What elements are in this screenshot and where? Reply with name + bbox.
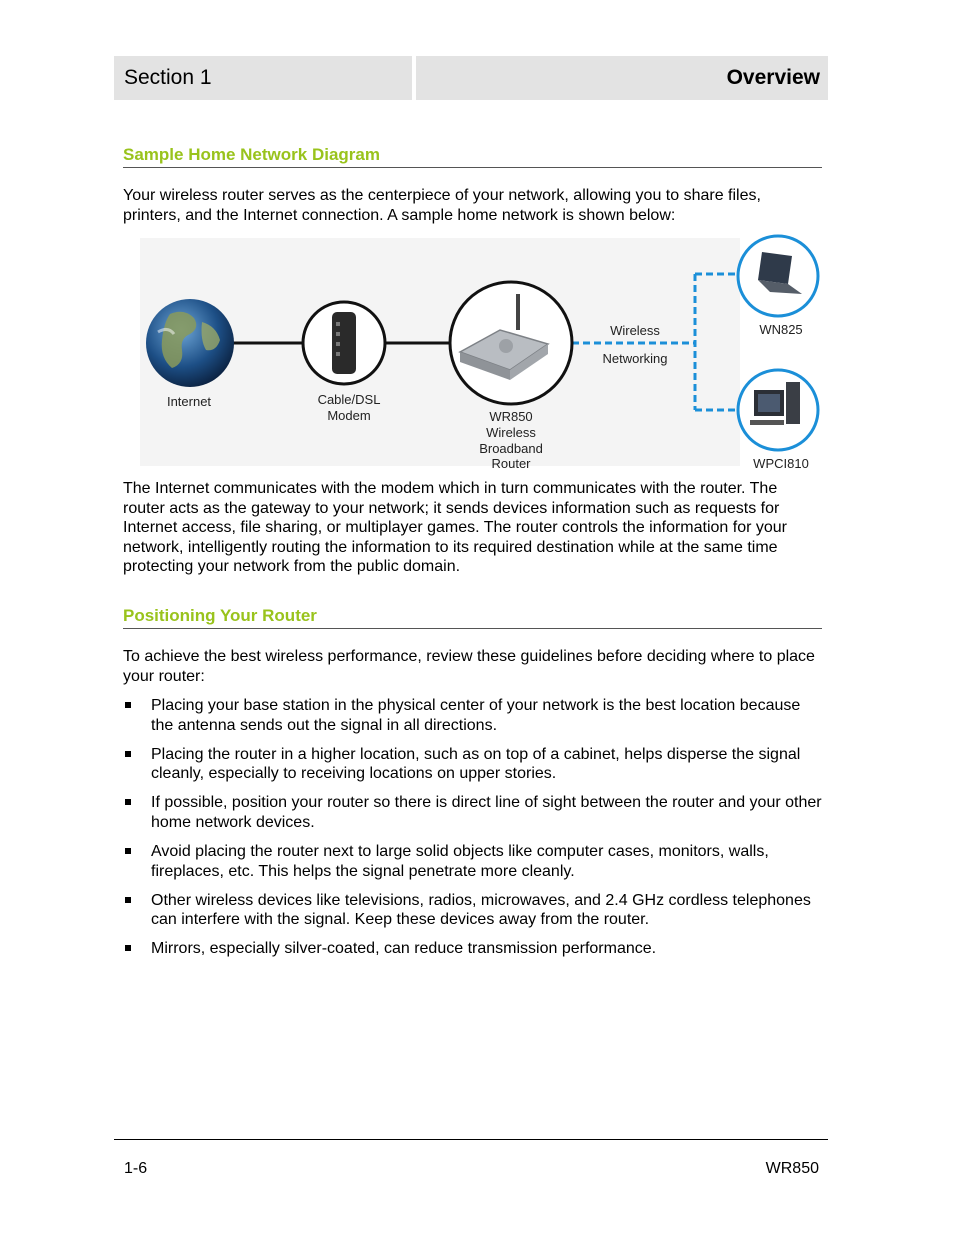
network-diagram [140, 232, 830, 475]
list-item: Mirrors, especially silver-coated, can reduce transmission performance. [123, 939, 823, 959]
heading-positioning: Positioning Your Router [123, 606, 822, 629]
footer-divider [114, 1139, 828, 1140]
internet-label: Internet [166, 394, 212, 409]
router-label-line4: Router [491, 456, 531, 471]
list-item: Placing your base station in the physical center of your network is the best location because the antenna sends out the signal in all directions. [123, 696, 823, 735]
laptop-label: WN825 [759, 322, 803, 337]
list-item: Placing the router in a higher location, such as on top of a cabinet, helps disperse the signal cleanly, especially to receiving locations on upper stories. [123, 745, 823, 784]
router-icon [450, 282, 572, 404]
desktop-icon [738, 370, 818, 450]
wireless-label-line2: Networking [602, 351, 668, 366]
page-header [114, 56, 828, 100]
desktop-label: WPCI810 [753, 456, 809, 471]
intro-paragraph: Your wireless router serves as the centerpiece of your network, allowing you to share files, printers, and the Internet connection. A sample home network is shown below: [123, 187, 761, 224]
list-item: If possible, position your router so there is direct line of sight between the router and your other home network devices. [123, 793, 823, 832]
section-title: Overview [416, 56, 828, 100]
description-paragraph: The Internet communicates with the modem which in turn communicates with the router. The router acts as the gateway to your network; it sends devices information such as requests for Internet access, file sharing, or multiplayer games. The router controls the information for your network, intelligently routing the information to its required destination while at the same time protecting your network from the public domain. [123, 480, 788, 576]
router-label-line1: WR850 [489, 409, 533, 424]
router-label-line3: Broadband [479, 441, 543, 456]
list-item: Avoid placing the router next to large solid objects like computer cases, monitors, walls, fireplaces, etc. This helps the signal penetrate more cleanly. [123, 842, 823, 881]
list-item: Other wireless devices like televisions, radios, microwaves, and 2.4 GHz cordless telephones can interfere with the signal. Keep these devices away from the router. [123, 891, 823, 930]
wireless-label-line1: Wireless [610, 323, 660, 338]
page-number: 1-6 [124, 1160, 148, 1177]
router-label-line2: Wireless [486, 425, 536, 440]
guidelines-list [123, 696, 823, 969]
section-number: Section 1 [114, 56, 412, 100]
positioning-intro: To achieve the best wireless performance, review these guidelines before deciding where to place your router: [123, 648, 815, 685]
modem-label-line1: Cable/DSL [317, 392, 381, 407]
globe-icon [146, 299, 234, 387]
modem-icon [303, 302, 385, 384]
modem-label-line2: Modem [327, 408, 371, 423]
heading-network-diagram: Sample Home Network Diagram [123, 145, 822, 168]
product-name: WR850 [765, 1160, 819, 1177]
laptop-icon [738, 236, 818, 316]
